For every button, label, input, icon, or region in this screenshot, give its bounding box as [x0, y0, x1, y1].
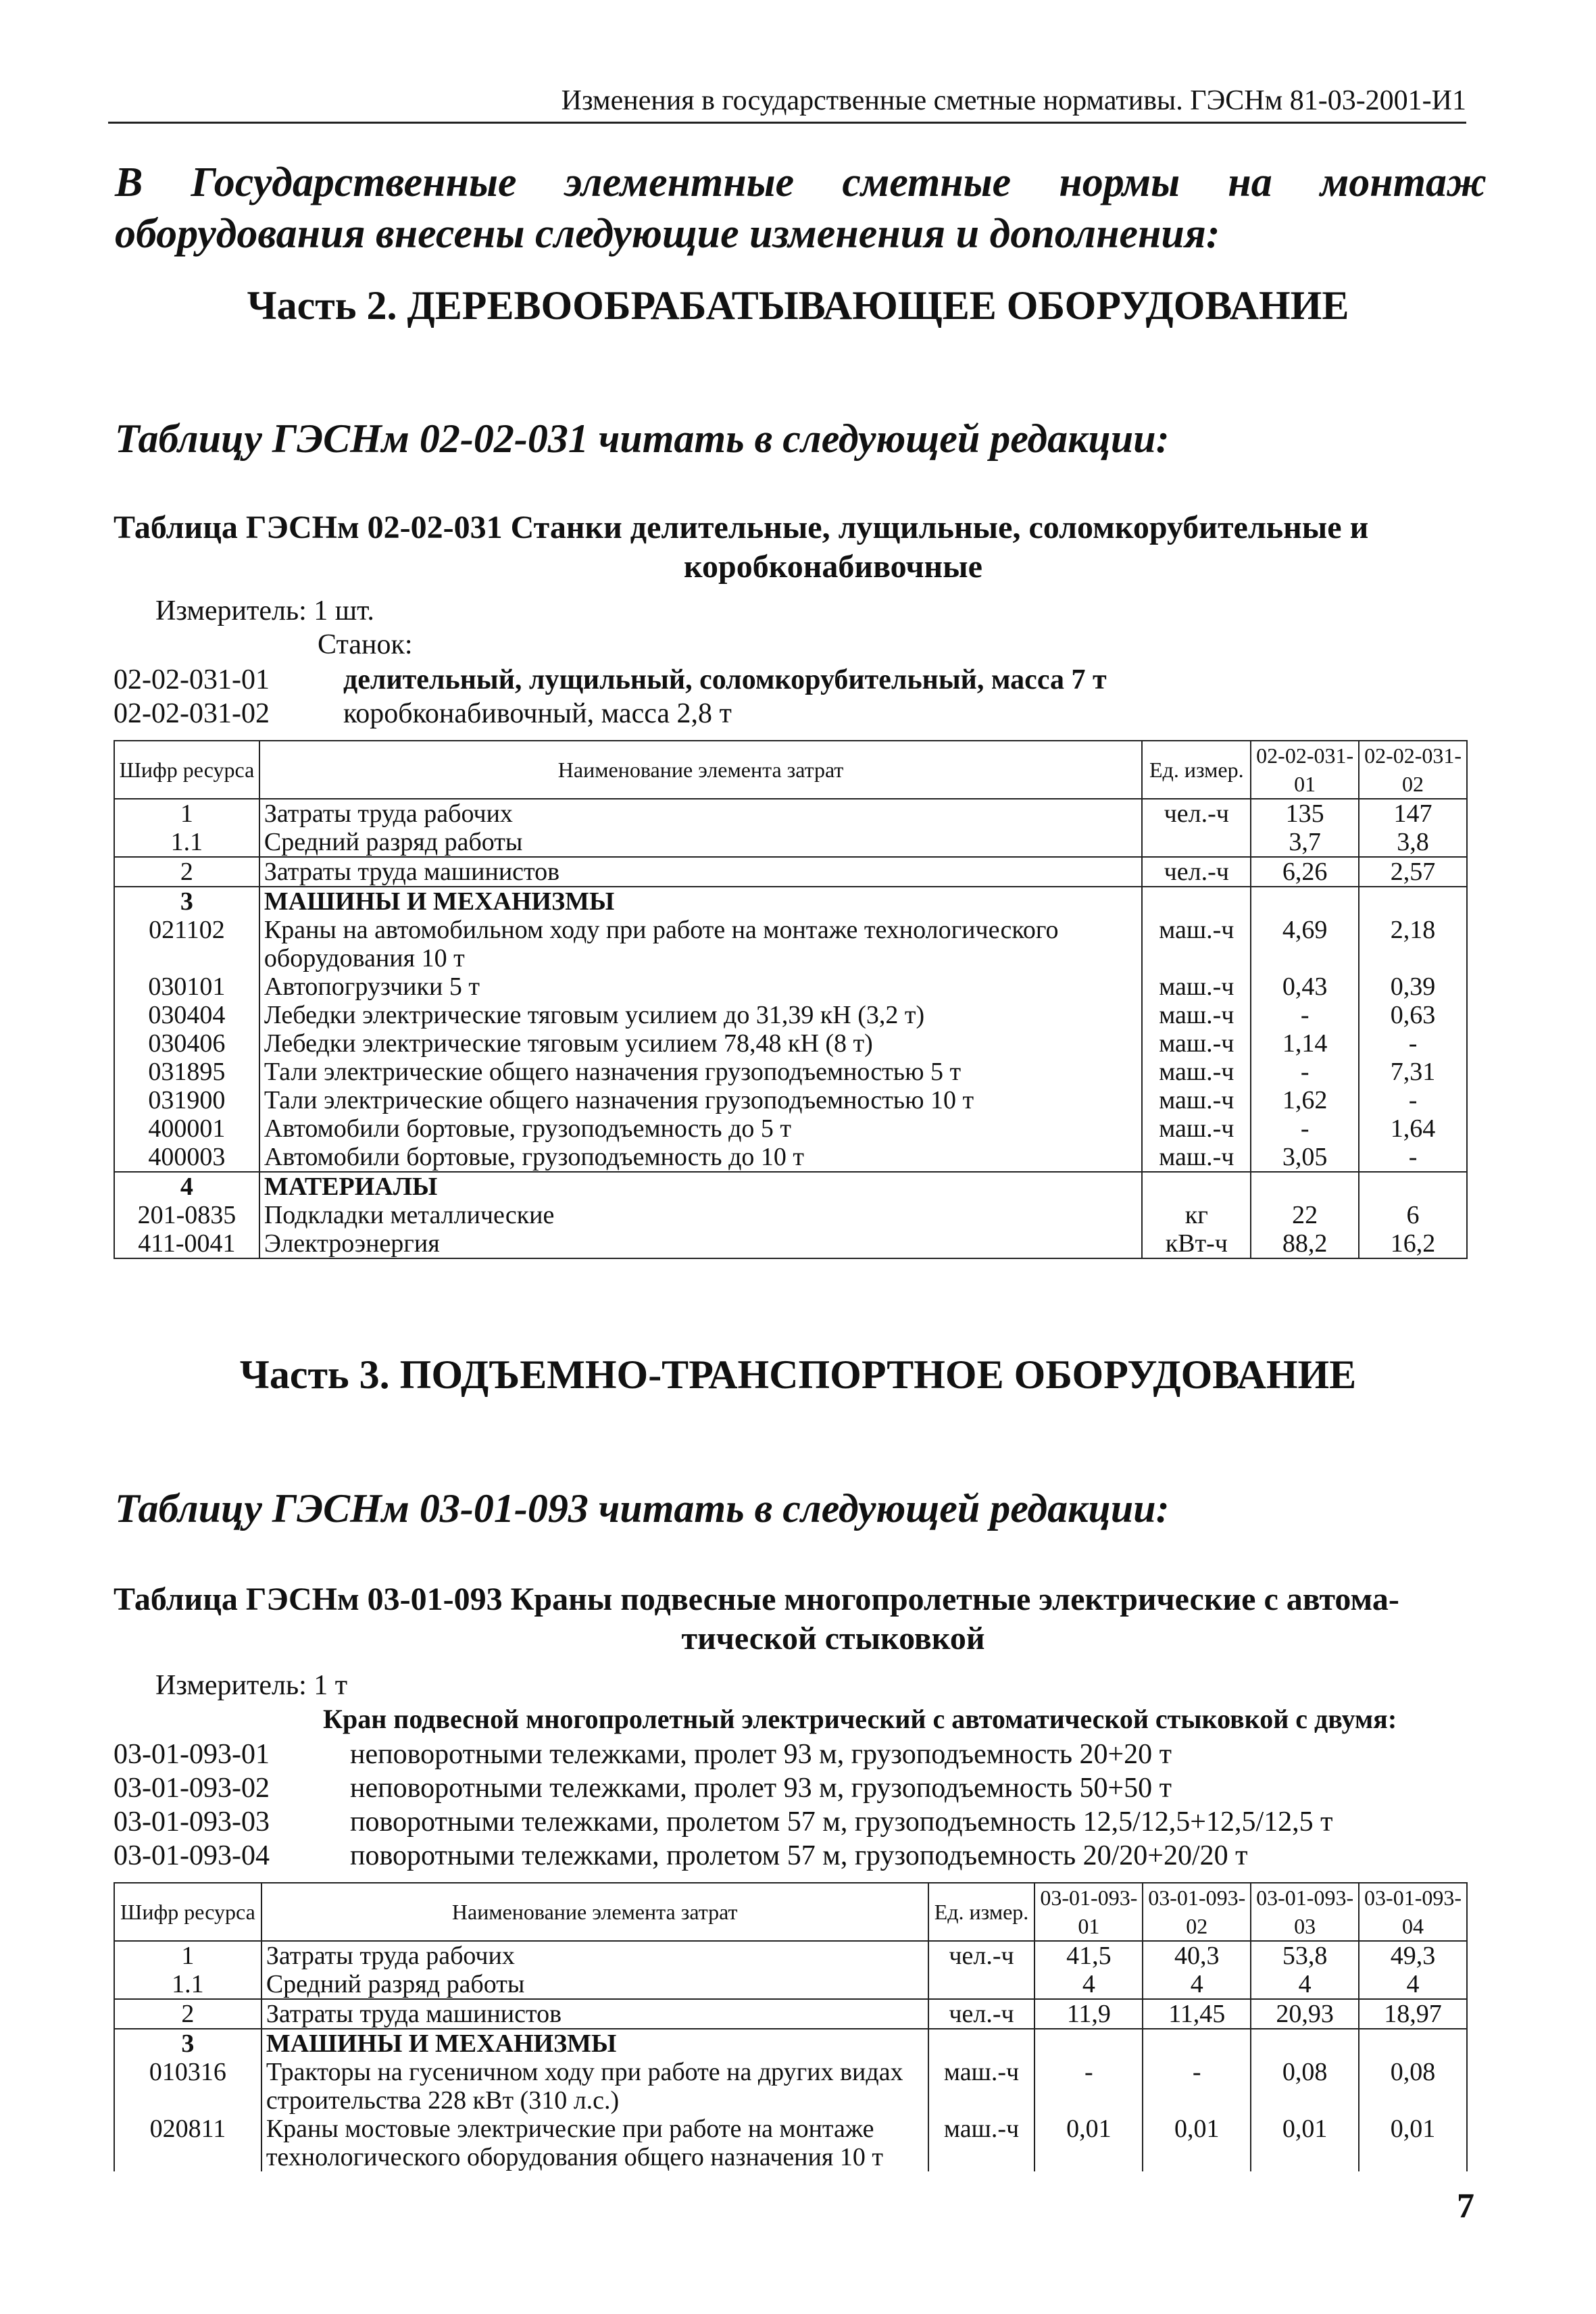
cell-value: 41,5 [1034, 1941, 1143, 1970]
table-section-row [114, 1172, 1467, 1201]
cell-unit: чел.-ч [928, 1999, 1035, 2029]
cell-value: 40,3 [1143, 1941, 1251, 1970]
cell-value: - [1251, 1058, 1359, 1086]
cell-name: Тали электрические общего назначения грузоподъемностью 5 т [259, 1058, 1142, 1086]
cell-value [1251, 2029, 1359, 2058]
cell-value: 4 [1034, 1970, 1143, 1999]
part3-code-line [114, 1838, 1499, 1873]
table-row [114, 1058, 1467, 1086]
cell-name: Автопогрузчики 5 т [259, 973, 1142, 1001]
cell-value: - [1143, 2058, 1251, 2115]
cell-name: МАШИНЫ И МЕХАНИЗМЫ [261, 2029, 928, 2058]
cell-code: 030101 [114, 973, 259, 1001]
cell-name: Автомобили бортовые, грузоподъемность до 10 т [259, 1143, 1142, 1172]
cell-value: 0,01 [1251, 2115, 1359, 2171]
code: 03-01-093-03 [114, 1806, 270, 1838]
cell-value: - [1359, 1086, 1467, 1114]
cell-name: Лебедки электрические тяговым усилием до 31,39 кН (3,2 т) [259, 1001, 1142, 1029]
cell-unit: маш.-ч [1142, 973, 1251, 1001]
cell-value: 3,7 [1251, 828, 1359, 857]
cell-unit: маш.-ч [928, 2058, 1035, 2115]
table-row [114, 1970, 1467, 1999]
table-row [114, 1941, 1467, 1970]
cell-value: 4,69 [1251, 916, 1359, 973]
cell-name: Краны мостовые электрические при работе на монтаже технологического оборудования общего назначения 10 т [261, 2115, 928, 2171]
cell-value: 0,08 [1251, 2058, 1359, 2115]
part2-table-title [114, 508, 1499, 587]
cell-name: Автомобили бортовые, грузоподъемность до 5 т [259, 1114, 1142, 1143]
cell-name: Затраты труда рабочих [261, 1941, 928, 1970]
cell-code: 1 [114, 799, 259, 828]
table-row [114, 1201, 1467, 1229]
cell-value: 20,93 [1251, 1999, 1359, 2029]
cell-value: - [1251, 1001, 1359, 1029]
cell-code: 201-0835 [114, 1201, 259, 1229]
col-header: 02-02-031-02 [1359, 741, 1467, 799]
col-header: Шифр ресурса [114, 1883, 261, 1941]
part3-resource-table [114, 1882, 1468, 2171]
cell-value: 18,97 [1359, 1999, 1467, 2029]
table-section-row [114, 2029, 1467, 2058]
part3-measurer: Измеритель: 1 т [155, 1670, 348, 1701]
cell-value [1251, 887, 1359, 916]
cell-unit: маш.-ч [1142, 1114, 1251, 1143]
cell-code: 030404 [114, 1001, 259, 1029]
cell-value: 1,14 [1251, 1029, 1359, 1058]
cell-unit: кг [1142, 1201, 1251, 1229]
cell-value: 16,2 [1359, 1229, 1467, 1258]
cell-value: 1,62 [1251, 1086, 1359, 1114]
col-header: Ед. измер. [1142, 741, 1251, 799]
cell-value: 22 [1251, 1201, 1359, 1229]
part2-read-note: Таблицу ГЭСНм 02-02-031 читать в следующей редакции: [115, 416, 1170, 461]
part3-group: Кран подвесной многопролетный электрический с автоматической стыковкой с двумя: [323, 1704, 1397, 1734]
part3-table-title [114, 1580, 1499, 1658]
part2-code-line [114, 696, 1499, 731]
col-header: 03-01-093-03 [1251, 1883, 1359, 1941]
part2-group: Станок: [318, 629, 413, 660]
cell-unit [928, 1970, 1035, 1999]
cell-name: МАТЕРИАЛЫ [259, 1172, 1142, 1201]
cell-unit: маш.-ч [1142, 1029, 1251, 1058]
cell-value: - [1359, 1029, 1467, 1058]
cell-value: 0,01 [1143, 2115, 1251, 2171]
table-row [114, 828, 1467, 857]
cell-value: 0,01 [1359, 2115, 1467, 2171]
code: 02-02-031-01 [114, 664, 270, 695]
cell-code: 400001 [114, 1114, 259, 1143]
table-header-row [114, 1883, 1467, 1941]
part2-table-title-line2: коробконабивочные [684, 549, 982, 585]
table-row [114, 1229, 1467, 1258]
table-row [114, 916, 1467, 973]
cell-name: Тали электрические общего назначения грузоподъемностью 10 т [259, 1086, 1142, 1114]
cell-code: 2 [114, 857, 259, 887]
part2-table-title-line1: Таблица ГЭСНм 02-02-031 Станки делительные, лущильные, соломкорубительные и [114, 510, 1369, 545]
cell-code: 400003 [114, 1143, 259, 1172]
part3-table-title-line1: Таблица ГЭСНм 03-01-093 Краны подвесные многопролетные электрические с автома- [114, 1581, 1399, 1617]
cell-value: 49,3 [1359, 1941, 1467, 1970]
table-section-row [114, 887, 1467, 916]
cell-code: 1.1 [114, 828, 259, 857]
cell-name: Подкладки металлические [259, 1201, 1142, 1229]
cell-value: 4 [1359, 1970, 1467, 1999]
cell-value: 0,08 [1359, 2058, 1467, 2115]
cell-unit [1142, 887, 1251, 916]
table-row [114, 1143, 1467, 1172]
cell-value: 11,9 [1034, 1999, 1143, 2029]
cell-value: - [1034, 2058, 1143, 2115]
part2-title: Часть 2. ДЕРЕВООБРАБАТЫВАЮЩЕЕ ОБОРУДОВАНИЕ [247, 283, 1349, 328]
col-header: 02-02-031-01 [1251, 741, 1359, 799]
code-description: неповоротными тележками, пролет 93 м, грузоподъемность 20+20 т [350, 1739, 1172, 1770]
cell-code: 3 [114, 2029, 261, 2058]
cell-unit: чел.-ч [1142, 857, 1251, 887]
part2-code-line [114, 662, 1499, 697]
cell-unit: маш.-ч [1142, 1058, 1251, 1086]
table-row [114, 1086, 1467, 1114]
table-row [114, 2058, 1467, 2115]
cell-value [1143, 2029, 1251, 2058]
cell-value [1359, 887, 1467, 916]
cell-unit [1142, 1172, 1251, 1201]
cell-unit: маш.-ч [1142, 1143, 1251, 1172]
cell-value: 3,8 [1359, 828, 1467, 857]
cell-code: 010316 [114, 2058, 261, 2115]
cell-unit: маш.-ч [1142, 1086, 1251, 1114]
cell-unit: чел.-ч [928, 1941, 1035, 1970]
cell-unit [1142, 828, 1251, 857]
cell-code: 021102 [114, 916, 259, 973]
code-description: делительный, лущильный, соломкорубительный, масса 7 т [343, 664, 1107, 695]
part3-read-note: Таблицу ГЭСНм 03-01-093 читать в следующей редакции: [115, 1486, 1170, 1531]
cell-value: 3,05 [1251, 1143, 1359, 1172]
part2-measurer: Измеритель: 1 шт. [155, 595, 374, 626]
code-description: коробконабивочный, масса 2,8 т [343, 698, 732, 729]
cell-name: Краны на автомобильном ходу при работе на монтаже технологического оборудования 10 т [259, 916, 1142, 973]
table-row [114, 973, 1467, 1001]
cell-value: 135 [1251, 799, 1359, 828]
cell-name: МАШИНЫ И МЕХАНИЗМЫ [259, 887, 1142, 916]
cell-value [1359, 2029, 1467, 2058]
table-row [114, 1001, 1467, 1029]
cell-name: Лебедки электрические тяговым усилием 78,48 кН (8 т) [259, 1029, 1142, 1058]
col-header: 03-01-093-01 [1034, 1883, 1143, 1941]
code: 03-01-093-02 [114, 1773, 270, 1804]
table-row [114, 1999, 1467, 2029]
table-header-row [114, 741, 1467, 799]
table-row [114, 1114, 1467, 1143]
cell-value: 4 [1143, 1970, 1251, 1999]
code: 02-02-031-02 [114, 698, 270, 729]
cell-value: 0,43 [1251, 973, 1359, 1001]
col-header: Ед. измер. [928, 1883, 1035, 1941]
cell-value: 0,01 [1034, 2115, 1143, 2171]
cell-value: 7,31 [1359, 1058, 1467, 1086]
table-row [114, 2115, 1467, 2171]
cell-value: 0,39 [1359, 973, 1467, 1001]
part3-code-line [114, 1804, 1499, 1840]
part3-code-line [114, 1737, 1499, 1772]
cell-code: 3 [114, 887, 259, 916]
cell-value: 88,2 [1251, 1229, 1359, 1258]
part3-table-title-line2: тической стыковкой [681, 1621, 985, 1656]
col-header: Наименование элемента затрат [259, 741, 1142, 799]
cell-name: Затраты труда рабочих [259, 799, 1142, 828]
cell-code: 1 [114, 1941, 261, 1970]
part2-resource-table [114, 740, 1468, 1259]
cell-unit: чел.-ч [1142, 799, 1251, 828]
code-description: поворотными тележками, пролетом 57 м, грузоподъемность 12,5/12,5+12,5/12,5 т [350, 1806, 1333, 1838]
cell-code: 411-0041 [114, 1229, 259, 1258]
cell-unit [928, 2029, 1035, 2058]
code-description: поворотными тележками, пролетом 57 м, грузоподъемность 20/20+20/20 т [350, 1840, 1248, 1871]
running-header: Изменения в государственные сметные нормативы. ГЭСНм 81-03-2001-И1 [108, 80, 1466, 124]
page-number: 7 [1457, 2187, 1474, 2225]
table-row [114, 857, 1467, 887]
intro-paragraph: В Государственные элементные сметные нормы на монтаж оборудования внесены следующие изменения и дополнения: [115, 159, 1487, 257]
code-description: неповоротными тележками, пролет 93 м, грузоподъемность 50+50 т [350, 1773, 1172, 1804]
cell-name: Затраты труда машинистов [259, 857, 1142, 887]
cell-unit: маш.-ч [1142, 1001, 1251, 1029]
cell-value: 0,63 [1359, 1001, 1467, 1029]
code: 03-01-093-04 [114, 1840, 270, 1871]
cell-name: Средний разряд работы [259, 828, 1142, 857]
cell-value: 2,18 [1359, 916, 1467, 973]
cell-value: - [1359, 1143, 1467, 1172]
cell-unit: кВт-ч [1142, 1229, 1251, 1258]
cell-code: 031895 [114, 1058, 259, 1086]
col-header: 03-01-093-02 [1143, 1883, 1251, 1941]
cell-code: 1.1 [114, 1970, 261, 1999]
cell-unit: маш.-ч [1142, 916, 1251, 973]
cell-value [1251, 1172, 1359, 1201]
cell-code: 020811 [114, 2115, 261, 2171]
cell-value [1359, 1172, 1467, 1201]
col-header: Наименование элемента затрат [261, 1883, 928, 1941]
cell-value: 4 [1251, 1970, 1359, 1999]
code: 03-01-093-01 [114, 1739, 270, 1770]
cell-unit: маш.-ч [928, 2115, 1035, 2171]
cell-value: 147 [1359, 799, 1467, 828]
cell-value: 53,8 [1251, 1941, 1359, 1970]
cell-value: 2,57 [1359, 857, 1467, 887]
cell-code: 2 [114, 1999, 261, 2029]
cell-value: 6,26 [1251, 857, 1359, 887]
cell-value: 1,64 [1359, 1114, 1467, 1143]
cell-value: 6 [1359, 1201, 1467, 1229]
cell-code: 031900 [114, 1086, 259, 1114]
cell-value [1034, 2029, 1143, 2058]
cell-name: Средний разряд работы [261, 1970, 928, 1999]
cell-value: 11,45 [1143, 1999, 1251, 2029]
col-header: 03-01-093-04 [1359, 1883, 1467, 1941]
cell-code: 4 [114, 1172, 259, 1201]
table-row [114, 1029, 1467, 1058]
cell-name: Тракторы на гусеничном ходу при работе на других видах строительства 228 кВт (310 л.с.) [261, 2058, 928, 2115]
table-row [114, 799, 1467, 828]
cell-name: Электроэнергия [259, 1229, 1142, 1258]
part3-code-line [114, 1771, 1499, 1806]
cell-code: 030406 [114, 1029, 259, 1058]
col-header: Шифр ресурса [114, 741, 259, 799]
cell-name: Затраты труда машинистов [261, 1999, 928, 2029]
cell-value: - [1251, 1114, 1359, 1143]
part3-title: Часть 3. ПОДЪЕМНО-ТРАНСПОРТНОЕ ОБОРУДОВАНИЕ [239, 1352, 1357, 1397]
